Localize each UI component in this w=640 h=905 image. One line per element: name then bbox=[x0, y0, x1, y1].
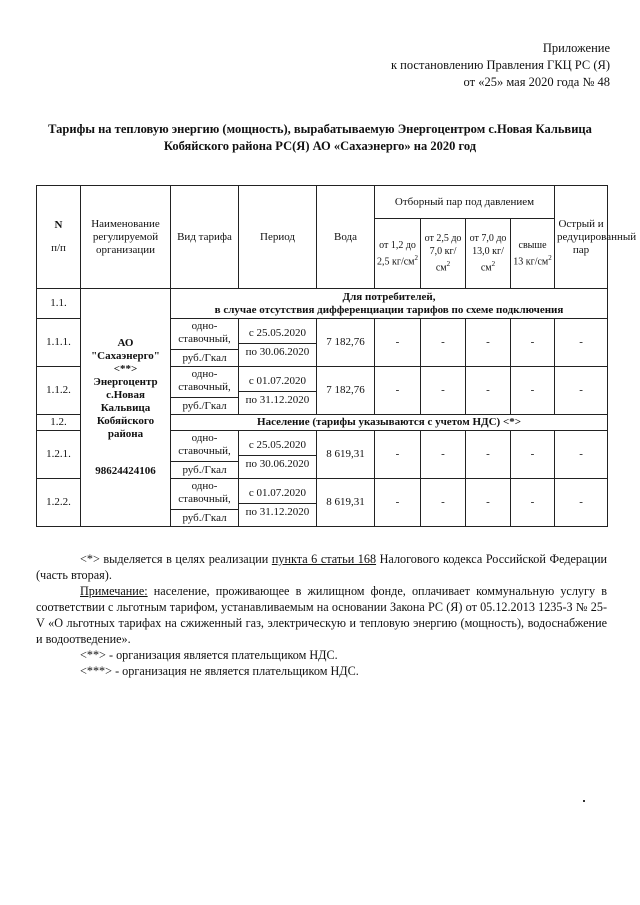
header-pressure-4-text: свыше 13 кг/см bbox=[513, 239, 549, 268]
footnotes bbox=[36, 551, 607, 679]
sharp-steam-value: - bbox=[555, 431, 608, 479]
appendix-block bbox=[391, 40, 610, 91]
period-to: по 30.06.2020 bbox=[245, 345, 310, 358]
section-2-title: Население (тарифы указываются с учетом НДС) <*> bbox=[171, 415, 608, 431]
org-line-2: "Сахаэнерго" bbox=[91, 350, 160, 362]
tariff-type: одно-ставочный, bbox=[171, 320, 238, 350]
section-1-number: 1.1. bbox=[37, 289, 81, 319]
pressure-4-value: - bbox=[511, 431, 555, 479]
tariff-unit: руб./Гкал bbox=[182, 512, 227, 524]
footnote-vat-text: <*> выделяется в целях реализации bbox=[80, 552, 272, 566]
sup-2: 2 bbox=[548, 253, 552, 262]
scan-dot bbox=[583, 800, 585, 802]
section-2-number: 1.2. bbox=[37, 415, 81, 431]
header-pressure-2-text: от 2,5 до 7,0 кг/см bbox=[424, 233, 462, 274]
water-value: 8 619,31 bbox=[317, 431, 375, 479]
header-number-bottom: п/п bbox=[51, 242, 66, 254]
tax-code-link[interactable]: пункта 6 статьи 168 bbox=[271, 552, 377, 566]
period-from: с 25.05.2020 bbox=[239, 439, 316, 456]
pressure-4-value: - bbox=[511, 479, 555, 527]
appendix-line-1: Приложение bbox=[542, 41, 610, 55]
header-water: Вода bbox=[317, 186, 375, 289]
pressure-1-value: - bbox=[375, 319, 421, 367]
appendix-line-2: к постановлению Правления ГКЦ РС (Я) bbox=[390, 58, 610, 72]
period-cell bbox=[239, 479, 317, 527]
remark-label: Примечание: bbox=[80, 584, 148, 598]
org-line-1: АО bbox=[117, 337, 134, 349]
section-row-1 bbox=[37, 289, 608, 319]
pressure-2-value: - bbox=[421, 479, 466, 527]
tariff-type-cell bbox=[171, 479, 239, 527]
header-row-1 bbox=[37, 186, 608, 219]
period-to: по 31.12.2020 bbox=[245, 505, 310, 518]
tariff-type-cell bbox=[171, 319, 239, 367]
tariff-unit: руб./Гкал bbox=[182, 352, 227, 364]
footnote-vat-text-end: Налогового кодекса Российской Федерации (часть вторая). bbox=[36, 552, 608, 582]
row-number: 1.1.2. bbox=[37, 367, 81, 415]
sharp-steam-value: - bbox=[555, 479, 608, 527]
header-number-top: N bbox=[54, 219, 63, 231]
sharp-steam-value: - bbox=[555, 319, 608, 367]
header-pressure-2 bbox=[421, 219, 466, 289]
header-pressure-4 bbox=[511, 219, 555, 289]
pressure-2-value: - bbox=[421, 431, 466, 479]
section-1-line-1: Для потребителей, bbox=[342, 290, 436, 303]
tariff-type-cell bbox=[171, 431, 239, 479]
org-inn: 98624424106 bbox=[95, 465, 156, 477]
section-1-line-2: в случае отсутствия дифференциации тарифов по схеме подключения bbox=[214, 303, 564, 316]
header-sharp-steam: Острый и редуцированный пар bbox=[555, 186, 608, 289]
tariff-type-cell bbox=[171, 367, 239, 415]
pressure-1-value: - bbox=[375, 431, 421, 479]
org-line-3: <**> bbox=[113, 363, 138, 375]
water-value: 7 182,76 bbox=[317, 319, 375, 367]
header-org: Наименование регулируемой организации bbox=[81, 186, 171, 289]
org-line-5: с.Новая bbox=[106, 389, 145, 401]
period-from: с 25.05.2020 bbox=[239, 327, 316, 344]
organization-cell bbox=[81, 289, 171, 527]
footnote-remark bbox=[36, 583, 607, 647]
period-to: по 31.12.2020 bbox=[245, 393, 310, 406]
sharp-steam-value: - bbox=[555, 367, 608, 415]
tariff-type: одно-ставочный, bbox=[171, 432, 238, 462]
pressure-3-value: - bbox=[466, 319, 511, 367]
org-line-4: Энергоцентр bbox=[93, 376, 158, 388]
org-line-7: Кобяйского bbox=[96, 415, 155, 427]
section-1-title bbox=[171, 289, 608, 319]
pressure-3-value: - bbox=[466, 479, 511, 527]
period-cell bbox=[239, 319, 317, 367]
title-line-1: Тарифы на тепловую энергию (мощность), вырабатываемую Энергоцентром с.Новая Кальвица bbox=[48, 122, 592, 136]
appendix-line-3: от «25» мая 2020 года № 48 bbox=[463, 75, 610, 89]
tariff-unit: руб./Гкал bbox=[182, 400, 227, 412]
header-pressure-3 bbox=[466, 219, 511, 289]
org-line-6: Кальвица bbox=[100, 402, 151, 414]
document-title bbox=[28, 121, 612, 155]
footnote-vat-payer: <**> - организация является плательщиком НДС. bbox=[80, 648, 338, 662]
pressure-3-value: - bbox=[466, 367, 511, 415]
row-number: 1.2.1. bbox=[37, 431, 81, 479]
tariff-type: одно-ставочный, bbox=[171, 368, 238, 398]
header-pressure-3-text: от 7,0 до 13,0 кг/см bbox=[469, 233, 507, 274]
title-line-2: Кобяйского района РС(Я) АО «Сахаэнерго» на 2020 год bbox=[163, 139, 477, 153]
header-type: Вид тарифа bbox=[171, 186, 239, 289]
period-from: с 01.07.2020 bbox=[239, 375, 316, 392]
pressure-2-value: - bbox=[421, 367, 466, 415]
pressure-1-value: - bbox=[375, 367, 421, 415]
pressure-3-value: - bbox=[466, 431, 511, 479]
water-value: 7 182,76 bbox=[317, 367, 375, 415]
pressure-2-value: - bbox=[421, 319, 466, 367]
period-to: по 30.06.2020 bbox=[245, 457, 310, 470]
org-line-8: района bbox=[107, 428, 144, 440]
period-cell bbox=[239, 367, 317, 415]
footnote-vat bbox=[36, 551, 607, 583]
water-value: 8 619,31 bbox=[317, 479, 375, 527]
header-period: Период bbox=[239, 186, 317, 289]
row-number: 1.1.1. bbox=[37, 319, 81, 367]
sup-2: 2 bbox=[491, 260, 496, 269]
tariff-type: одно-ставочный, bbox=[171, 480, 238, 510]
pressure-4-value: - bbox=[511, 319, 555, 367]
header-steam: Отборный пар под давлением bbox=[375, 186, 555, 219]
remark-text: население, проживающее в жилищном фонде, оплачивает коммунальную услугу в соответствии с льготным тарифом, устанавливаемым на основании Закона РС (Я) от 05.12.2013 1235-З № 25-V «О льготных тарифах на сжиженный газ, электрическую и тепловую энергию (мощность), водоснабжение и водоотведение». bbox=[36, 584, 607, 646]
period-from: с 01.07.2020 bbox=[239, 487, 316, 504]
header-pressure-1 bbox=[375, 219, 421, 289]
sup-2: 2 bbox=[414, 253, 419, 262]
header-number bbox=[37, 186, 81, 289]
tariff-unit: руб./Гкал bbox=[182, 464, 227, 476]
pressure-4-value: - bbox=[511, 367, 555, 415]
sup-2: 2 bbox=[446, 260, 451, 269]
tariff-table bbox=[36, 185, 637, 527]
header-pressure-1-text: от 1,2 до 2,5 кг/см bbox=[377, 239, 416, 268]
footnote-non-vat-payer: <***> - организация не является плательщиком НДС. bbox=[80, 664, 359, 678]
row-number: 1.2.2. bbox=[37, 479, 81, 527]
period-cell bbox=[239, 431, 317, 479]
pressure-1-value: - bbox=[375, 479, 421, 527]
